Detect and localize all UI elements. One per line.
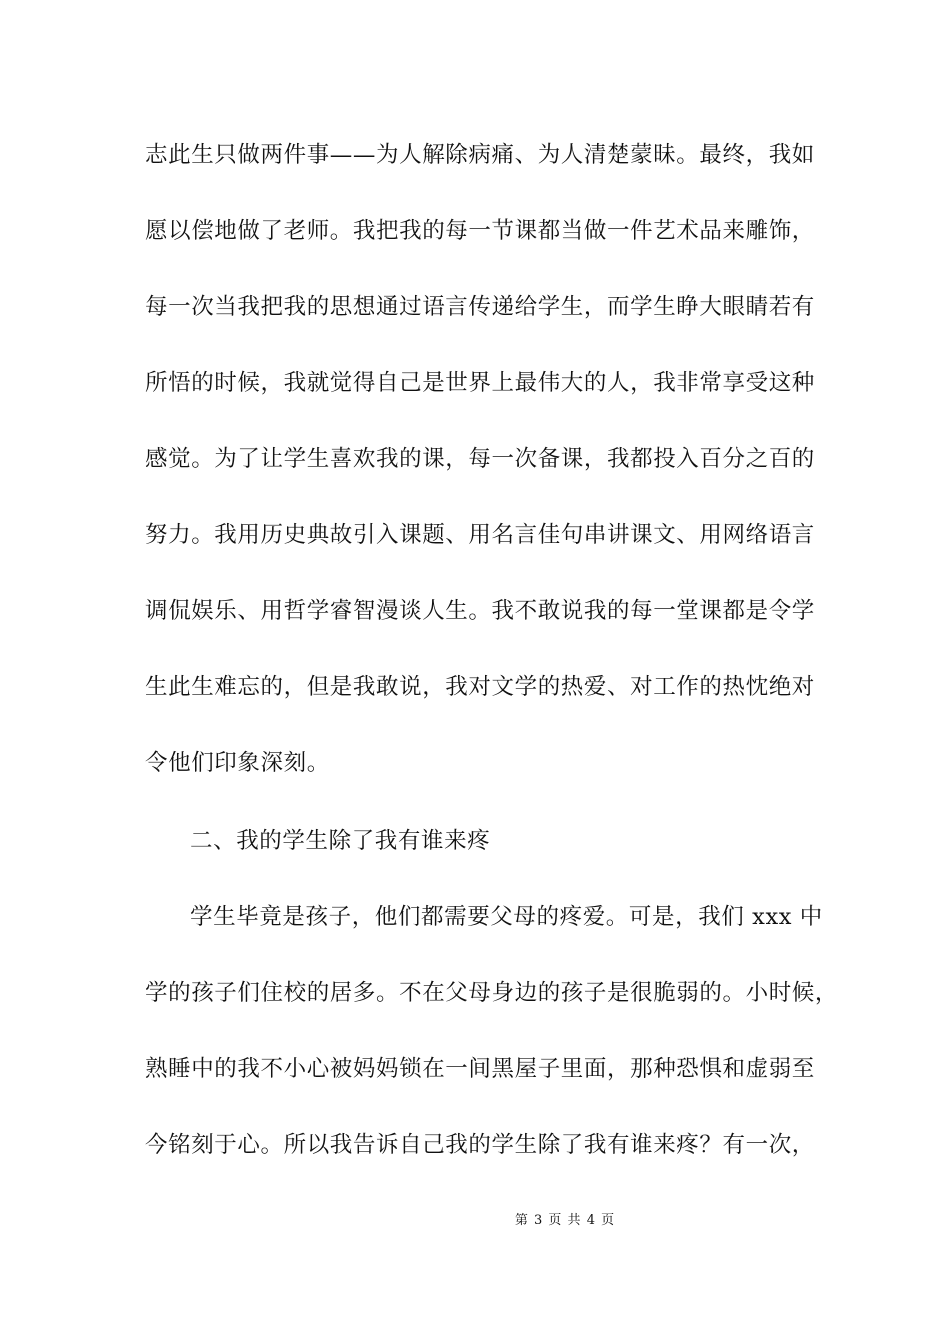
body-line-6: 努力。我用历史典故引入课题、用名言佳句串讲课文、用网络语言	[145, 522, 815, 548]
body-line-13: 熟睡中的我不小心被妈妈锁在一间黑屋子里面，那种恐惧和虚弱至	[145, 1056, 815, 1082]
body-line-3: 每一次当我把我的思想通过语言传递给学生，而学生睁大眼睛若有	[145, 294, 815, 320]
body-line-1: 志此生只做两件事——为人解除病痛、为人清楚蒙昧。最终，我如	[145, 142, 815, 168]
body-line-8: 生此生难忘的，但是我敢说，我对文学的热爱、对工作的热忱绝对	[145, 674, 815, 700]
body-line-7: 调侃娱乐、用哲学睿智漫谈人生。我不敢说我的每一堂课都是令学	[145, 598, 815, 624]
page-number: 第 3 页 共 4 页	[514, 1213, 616, 1228]
body-line-14: 今铭刻于心。所以我告诉自己我的学生除了我有谁来疼？有一次，	[145, 1132, 815, 1158]
body-line-12: 学的孩子们住校的居多。不在父母身边的孩子是很脆弱的。小时候，	[145, 980, 839, 1006]
body-line-2: 愿以偿地做了老师。我把我的每一节课都当做一件艺术品来雕饰，	[145, 218, 815, 244]
body-line-11: 学生毕竟是孩子，他们都需要父母的疼爱。可是，我们 xxx 中	[190, 904, 823, 930]
body-line-9: 令他们印象深刻。	[145, 750, 330, 776]
body-line-4: 所悟的时候，我就觉得自己是世界上最伟大的人，我非常享受这种	[145, 370, 815, 396]
body-line-5: 感觉。为了让学生喜欢我的课，每一次备课，我都投入百分之百的	[145, 446, 815, 472]
section-heading: 二、我的学生除了我有谁来疼	[190, 828, 491, 854]
page-footer	[0, 1209, 950, 1228]
